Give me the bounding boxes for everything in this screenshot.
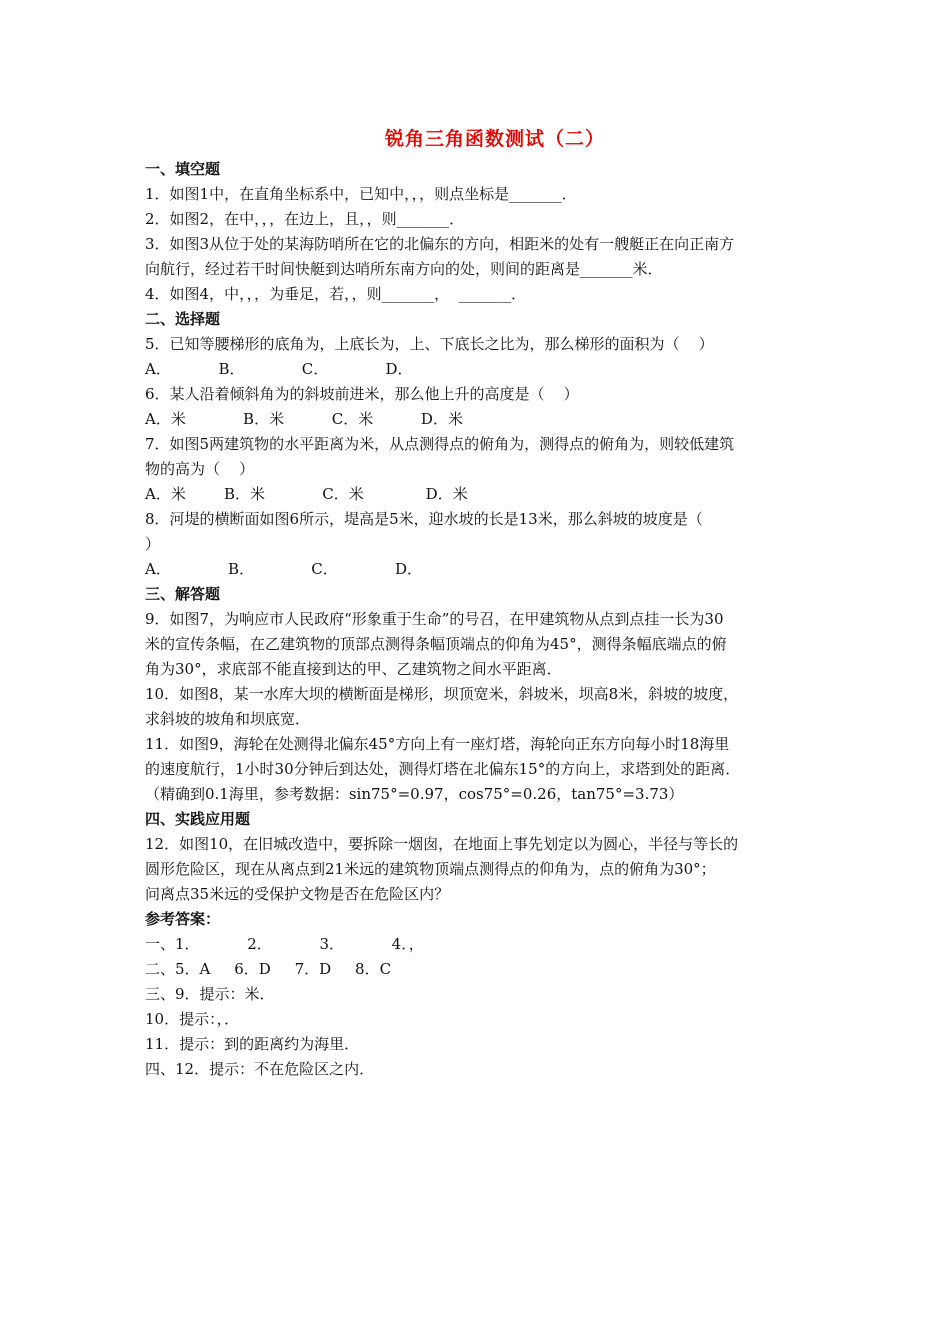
- question-12-line-1: 12．如图10，在旧城改造中，要拆除一烟囱，在地面上事先划定以为圆心，半径与等长的: [145, 835, 739, 853]
- question-2: 2．如图2，在中，，，在边上，且，，则_______．: [145, 210, 465, 228]
- answer-line-3: 三、9．提示：米．: [145, 985, 275, 1003]
- page-title: 锐角三角函数测试（二）: [384, 128, 605, 150]
- question-8-options: A． B． C． D．: [145, 560, 423, 578]
- document-content: [145, 124, 815, 1082]
- section-solve: 三、解答题: [145, 585, 221, 603]
- question-7-line-2: 物的高为（ ）: [145, 460, 255, 478]
- answer-line-2: 二、5．A 6．D 7．D 8．C: [145, 960, 392, 978]
- question-9-line-1: 9．如图7，为响应市人民政府“形象重于生命”的号召，在甲建筑物从点到点挂一长为30: [145, 610, 724, 628]
- question-7-line-1: 7．如图5两建筑物的水平距离为米，从点测得点的俯角为，测得点的俯角为，则较低建筑: [145, 435, 735, 453]
- question-10-line-2: 求斜坡的坡角和坝底宽．: [145, 710, 311, 728]
- question-8-line-2: ）: [145, 535, 161, 553]
- section-practical: 四、实践应用题: [145, 810, 251, 828]
- question-3-line-1: 3．如图3从位于处的某海防哨所在它的北偏东的方向，相距米的处有一艘艇正在向正南方: [145, 235, 735, 253]
- question-11-line-3: （精确到0.1海里，参考数据：sin75°=0.97，cos75°=0.26，tan75°=3.73）: [145, 785, 684, 803]
- section-fill-blank: 一、填空题: [145, 160, 221, 178]
- question-11-line-1: 11．如图9，海轮在处测得北偏东45°方向上有一座灯塔，海轮向正东方向每小时18海里: [145, 735, 730, 753]
- question-3-line-2: 向航行，经过若干时间快艇到达哨所东南方向的处，则间的距离是_______米．: [145, 260, 663, 278]
- answer-line-4: 10．提示：，．: [145, 1010, 240, 1028]
- question-9-line-2: 米的宣传条幅，在乙建筑物的顶部点测得条幅顶端点的仰角为45°，测得条幅底端点的俯: [145, 635, 727, 653]
- answer-line-5: 11．提示：到的距离约为海里．: [145, 1035, 360, 1053]
- question-5: 5．已知等腰梯形的底角为，上底长为，上、下底长之比为，那么梯形的面积为（ ）: [145, 335, 714, 353]
- question-5-options: A． B． C． D．: [145, 360, 413, 378]
- question-4: 4．如图4，中，，，为垂足，若，，则_______， _______．: [145, 285, 527, 303]
- question-1: 1．如图1中，在直角坐标系中，已知中，，，则点坐标是_______．: [145, 185, 577, 203]
- question-10-line-1: 10．如图8，某一水库大坝的横断面是梯形，坝顶宽米，斜坡米，坝高8米，斜坡的坡度，: [145, 685, 739, 703]
- question-8-line-1: 8．河堤的横断面如图6所示，堤高是5米，迎水坡的长是13米，那么斜坡的坡度是（: [145, 510, 703, 528]
- question-12-line-2: 圆形危险区，现在从离点到21米远的建筑物顶端点测得点的仰角为，点的俯角为30°；: [145, 860, 716, 878]
- question-6-options: A．米 B．米 C．米 D．米: [145, 410, 463, 428]
- question-11-line-2: 的速度航行，1小时30分钟后到达处，测得灯塔在北偏东15°的方向上，求塔到处的距离．: [145, 760, 741, 778]
- question-12-line-3: 问离点35米远的受保护文物是否在危险区内？: [145, 885, 450, 903]
- section-answers: 参考答案：: [145, 910, 221, 928]
- answer-line-1: 一、1． 2． 3． 4．，: [145, 935, 424, 953]
- question-6: 6．某人沿着倾斜角为的斜坡前进米，那么他上升的高度是（ ）: [145, 385, 579, 403]
- question-9-line-3: 角为30°，求底部不能直接到达的甲、乙建筑物之间水平距离．: [145, 660, 562, 678]
- section-multiple-choice: 二、选择题: [145, 310, 221, 328]
- question-7-options: A．米 B．米 C．米 D．米: [145, 485, 468, 503]
- answer-line-6: 四、12．提示：不在危险区之内．: [145, 1060, 375, 1078]
